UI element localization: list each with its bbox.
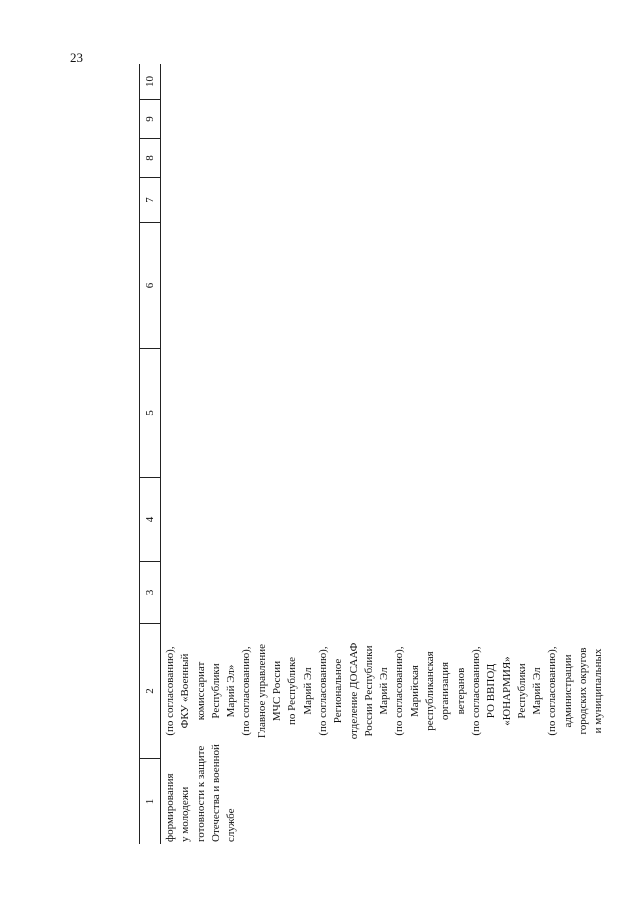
cell-line: республиканская: [424, 651, 437, 731]
cell-line: Марий Эл: [378, 667, 391, 715]
cell-line: организация: [439, 661, 452, 721]
header-col-4: 4: [140, 478, 160, 562]
cell-line: Отечества и военной: [209, 744, 222, 842]
cell-line: службе: [225, 808, 238, 842]
cell-line: (по согласованию),: [240, 646, 253, 736]
header-col-3: 3: [140, 562, 160, 624]
header-col-10: 10: [140, 64, 160, 100]
cell-line: готовности к защите: [194, 745, 207, 842]
cell-line: комиссариат: [194, 661, 207, 721]
cell-line: отделение ДОСААФ: [347, 642, 360, 740]
cell-line: Марий Эл»: [225, 664, 238, 718]
table-header-row: [139, 64, 161, 844]
cell-line: МЧС России: [271, 660, 284, 722]
cell-line: (по согласованию),: [316, 646, 329, 736]
cell-line: и муниципальных: [592, 648, 605, 734]
cell-line: «ЮНАРМИЯ»: [500, 656, 513, 726]
header-col-9: 9: [140, 100, 160, 139]
cell-line: по Республике: [286, 656, 299, 726]
header-col-7: 7: [140, 178, 160, 223]
header-col-6: 6: [140, 223, 160, 349]
cell-line: Марий Эл: [301, 667, 314, 715]
cell-line: (по согласованию),: [546, 646, 559, 736]
cell-line: формирования: [164, 773, 176, 842]
header-col-2: 2: [140, 624, 160, 759]
page-number: 23: [70, 50, 83, 65]
cell-line: Региональное: [332, 658, 345, 724]
cell-line: Марий Эл: [531, 667, 544, 715]
cell-line: (по согласованию),: [164, 646, 176, 736]
cell-col-2: [163, 626, 607, 756]
header-col-5: 5: [140, 349, 160, 478]
rotated-table: [139, 64, 619, 844]
cell-line: России Республики: [362, 645, 375, 737]
cell-line: у молодежи: [179, 786, 192, 842]
cell-line: Республики: [515, 663, 528, 719]
cell-line: администрации: [561, 654, 574, 728]
cell-line: (по согласованию),: [393, 646, 406, 736]
cell-line: РО ВВПОД: [485, 663, 498, 719]
cell-line: Марийская: [408, 665, 421, 717]
cell-line: (по согласованию),: [469, 646, 482, 736]
cell-line: ветеранов: [454, 667, 467, 715]
header-col-1: 1: [144, 798, 156, 805]
cell-line: Главное управление: [255, 643, 268, 739]
cell-line: ФКУ «Военный: [179, 653, 192, 729]
cell-line: городских округов: [577, 647, 590, 735]
cell-col-1: [163, 744, 239, 842]
header-col-8: 8: [140, 139, 160, 178]
cell-line: Республики: [209, 663, 222, 719]
